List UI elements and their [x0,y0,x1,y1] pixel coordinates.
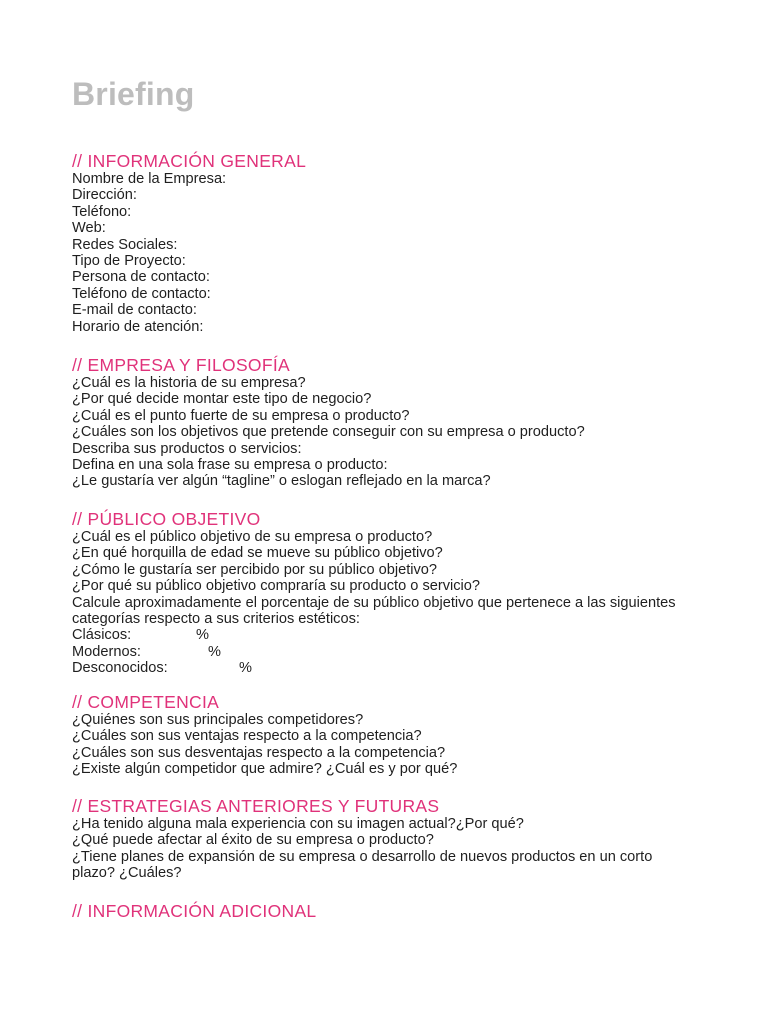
section-informacion-adicional [72,902,732,921]
percent-label: Desconocidos: [72,660,168,677]
document-title: Briefing [72,76,195,112]
field-label: E-mail de contacto: [72,302,197,319]
section-heading: // ESTRATEGIAS ANTERIORES Y FUTURAS [72,796,440,816]
question-list [72,712,732,778]
field-label: Teléfono de contacto: [72,285,211,302]
section-empresa-filosofia [72,356,732,490]
question-line: ¿Cuáles son sus desventajas respecto a la competencia? [72,744,446,761]
percent-label: Clásicos: [72,627,132,644]
section-informacion-general [72,152,732,335]
question-line: ¿Por qué su público objetivo compraría su producto o servicio? [72,578,481,595]
percent-sign: % [196,627,209,644]
question-line: Describa sus productos o servicios: [72,440,302,457]
question-list [72,529,732,677]
question-list [72,816,732,882]
question-line: ¿Por qué decide montar este tipo de negocio? [72,391,372,408]
question-line: ¿Tiene planes de expansión de su empresa o desarrollo de nuevos productos en un corto plazo? ¿Cuáles? [72,848,653,882]
section-heading: // EMPRESA Y FILOSOFÍA [72,355,290,375]
section-heading: // INFORMACIÓN ADICIONAL [72,901,317,921]
question-line: ¿Cuál es el punto fuerte de su empresa o producto? [72,407,410,424]
percent-sign: % [208,643,221,660]
field-label: Persona de contacto: [72,269,210,286]
field-label: Teléfono: [72,203,132,220]
question-line: Defina en una sola frase su empresa o producto: [72,457,388,474]
field-label: Redes Sociales: [72,236,178,253]
question-line: ¿Cuál es la historia de su empresa? [72,375,306,391]
percent-row-desconocidos [72,660,732,676]
section-estrategias [72,797,732,882]
percent-label: Modernos: [72,643,141,660]
section-heading: // INFORMACIÓN GENERAL [72,151,307,171]
field-list [72,171,732,335]
question-line: ¿Existe algún competidor que admire? ¿Cuál es y por qué? [72,761,458,778]
section-publico-objetivo [72,510,732,677]
percent-sign: % [239,660,252,677]
question-line: ¿Cómo le gustaría ser percibido por su público objetivo? [72,561,438,578]
question-line: ¿Cuál es el público objetivo de su empresa o producto? [72,529,433,545]
section-heading: // PÚBLICO OBJETIVO [72,509,261,529]
field-label: Web: [72,220,106,237]
question-line: ¿En qué horquilla de edad se mueve su público objetivo? [72,545,443,562]
question-line: ¿Ha tenido alguna mala experiencia con su imagen actual?¿Por qué? [72,816,524,832]
section-competencia [72,693,732,778]
question-line: Calcule aproximadamente el porcentaje de su público objetivo que pertenece a las siguientes categorías respecto a sus criterios estéticos: [72,594,676,628]
question-list [72,375,732,490]
question-line: ¿Cuáles son los objetivos que pretende conseguir con su empresa o producto? [72,424,585,441]
question-line: ¿Qué puede afectar al éxito de su empresa o producto? [72,832,434,849]
field-label: Dirección: [72,187,137,204]
question-line: ¿Quiénes son sus principales competidores? [72,712,364,728]
field-label: Nombre de la Empresa: [72,171,227,187]
section-heading: // COMPETENCIA [72,692,220,712]
percent-row-clasicos [72,627,732,643]
question-line: ¿Cuáles son sus ventajas respecto a la competencia? [72,728,422,745]
question-line: ¿Le gustaría ver algún “tagline” o eslogan reflejado en la marca? [72,473,491,490]
field-label: Tipo de Proyecto: [72,253,186,270]
percent-row-modernos [72,644,732,660]
field-label: Horario de atención: [72,318,204,335]
